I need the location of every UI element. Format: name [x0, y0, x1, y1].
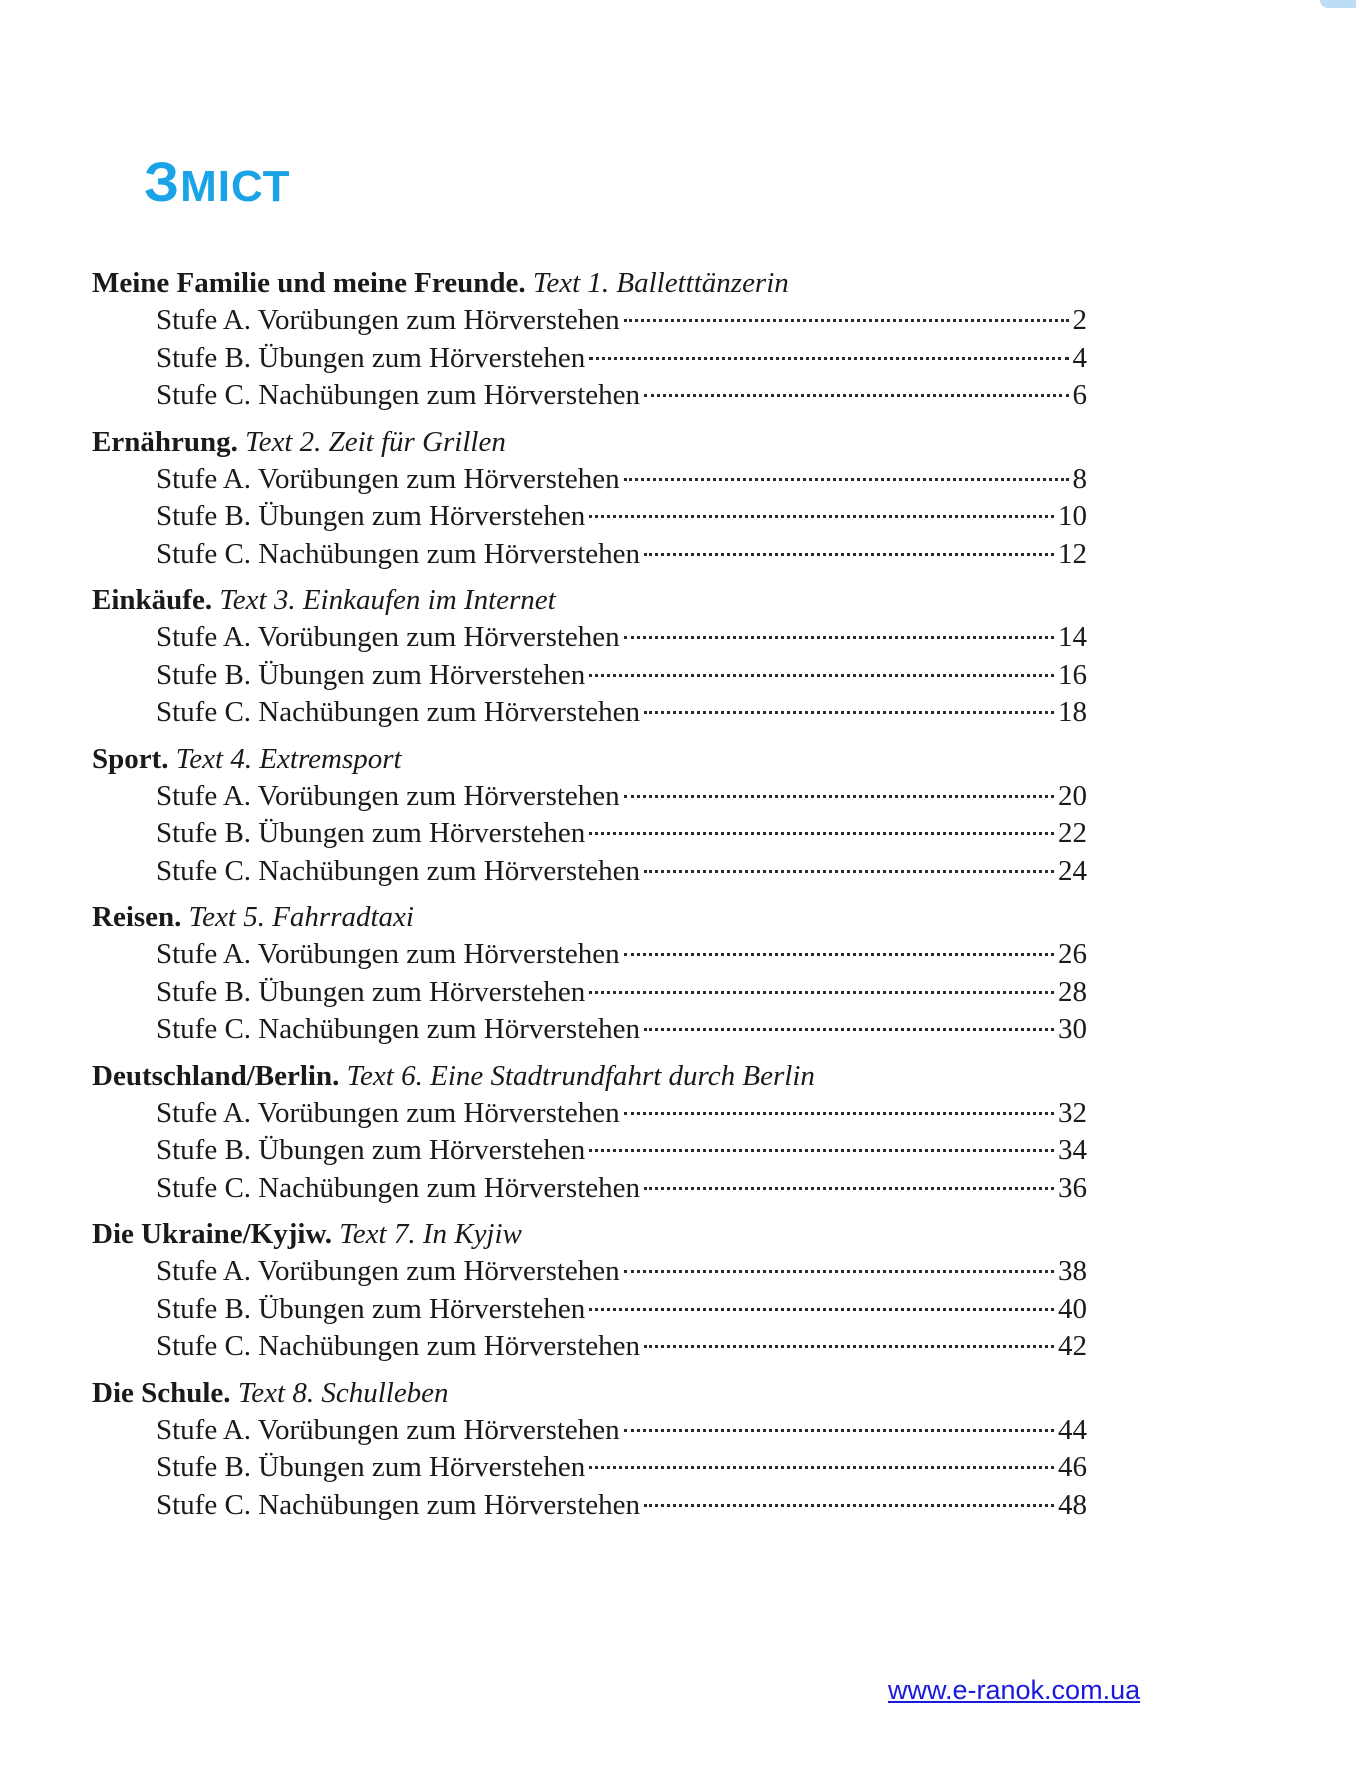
- toc-entry-label: Stufe A. Vorübungen zum Hörverstehen: [156, 1255, 620, 1287]
- dot-leader: [624, 953, 1054, 956]
- toc-entry-label: Stufe B. Übungen zum Hörverstehen: [156, 500, 586, 532]
- dot-leader: [589, 1308, 1054, 1311]
- toc-entry-label: Stufe B. Übungen zum Hörverstehen: [156, 817, 586, 849]
- toc-chapter: [92, 740, 1087, 891]
- toc-page-number: 16: [1058, 658, 1087, 691]
- toc-entry[interactable]: [156, 815, 1087, 853]
- dot-leader: [624, 319, 1069, 322]
- toc-entry[interactable]: [156, 1291, 1087, 1329]
- toc-entry-label: Stufe A. Vorübungen zum Hörverstehen: [156, 1413, 620, 1446]
- toc-entry[interactable]: [156, 1011, 1087, 1049]
- toc-chapter: [92, 264, 1087, 415]
- dot-leader: [589, 674, 1054, 677]
- chapter-name: Ernährung.: [92, 425, 238, 458]
- toc-page-number: 48: [1058, 1488, 1087, 1521]
- toc-page-number: 44: [1058, 1413, 1087, 1446]
- dot-leader: [624, 795, 1054, 798]
- toc-entry-label: Stufe B. Übungen zum Hörverstehen: [156, 658, 586, 691]
- chapter-text-title: Text 5. Fahrradtaxi: [188, 901, 414, 933]
- toc-entry-label: Stufe B. Übungen zum Hörverstehen: [156, 975, 586, 1008]
- toc-entry[interactable]: [156, 853, 1087, 891]
- toc-entry-label: Stufe A. Vorübungen zum Hörverstehen: [156, 1096, 620, 1129]
- chapter-heading[interactable]: [92, 581, 1087, 619]
- toc-entry[interactable]: [156, 619, 1087, 657]
- toc-page-number: 36: [1058, 1171, 1087, 1204]
- toc-entry-label: Stufe A. Vorübungen zum Hörverstehen: [156, 621, 620, 653]
- dot-leader: [644, 394, 1068, 397]
- dot-leader: [589, 515, 1054, 518]
- toc-page-number: 24: [1058, 854, 1087, 887]
- toc-page-number: 30: [1058, 1013, 1087, 1045]
- toc-entry[interactable]: [156, 1253, 1087, 1291]
- page-title-initial: З: [144, 150, 181, 213]
- toc-entry-label: Stufe C. Nachübungen zum Hörverstehen: [156, 1013, 641, 1045]
- toc-entry-label: Stufe A. Vorübungen zum Hörverstehen: [156, 938, 620, 970]
- toc-entry-label: Stufe B. Übungen zum Hörverstehen: [156, 1451, 586, 1483]
- chapter-text-title: Text 7. In Kyjiw: [339, 1218, 522, 1250]
- toc-page-number: 12: [1058, 537, 1087, 570]
- toc-entry[interactable]: [156, 536, 1087, 574]
- toc-page-number: 18: [1058, 696, 1087, 728]
- chapter-name: Einkäufe.: [92, 584, 213, 616]
- toc-entry[interactable]: [156, 974, 1087, 1012]
- dot-leader: [644, 711, 1054, 714]
- dot-leader: [624, 636, 1054, 639]
- toc-page-number: 20: [1058, 779, 1087, 812]
- chapter-heading[interactable]: [92, 1374, 1087, 1412]
- dot-leader: [589, 357, 1068, 360]
- toc-page-number: 28: [1058, 975, 1087, 1008]
- toc-entry[interactable]: [156, 694, 1087, 732]
- toc-entry[interactable]: [156, 657, 1087, 695]
- dot-leader: [589, 991, 1054, 994]
- toc-page-number: 8: [1072, 462, 1087, 495]
- dot-leader: [624, 1429, 1054, 1432]
- page-title-rest: МІСТ: [180, 162, 291, 211]
- dot-leader: [644, 1028, 1054, 1031]
- chapter-name: Meine Familie und meine Freunde.: [92, 267, 526, 299]
- toc-page-number: 40: [1058, 1292, 1087, 1325]
- toc-entry[interactable]: [156, 377, 1087, 415]
- toc-page-number: 10: [1058, 500, 1087, 532]
- chapter-name: Deutschland/Berlin.: [92, 1059, 340, 1092]
- toc-entry-label: Stufe A. Vorübungen zum Hörverstehen: [156, 304, 620, 336]
- toc-entry[interactable]: [156, 302, 1087, 340]
- toc-page-number: 22: [1058, 817, 1087, 849]
- toc-entry[interactable]: [156, 778, 1087, 816]
- dot-leader: [624, 1112, 1054, 1115]
- toc-entry[interactable]: [156, 1412, 1087, 1450]
- toc-entry[interactable]: [156, 1132, 1087, 1170]
- toc-entry-label: Stufe B. Übungen zum Hörverstehen: [156, 1292, 586, 1325]
- chapter-text-title: Text 3. Einkaufen im Internet: [219, 584, 556, 616]
- toc-entry[interactable]: [156, 1449, 1087, 1487]
- chapter-heading[interactable]: [92, 1057, 1087, 1095]
- toc-entry-label: Stufe C. Nachübungen zum Hörverstehen: [156, 854, 641, 887]
- toc-entry[interactable]: [156, 936, 1087, 974]
- toc-entry[interactable]: [156, 498, 1087, 536]
- toc-chapter: [92, 423, 1087, 574]
- dot-leader: [644, 1504, 1054, 1507]
- dot-leader: [589, 832, 1054, 835]
- chapter-heading[interactable]: [92, 740, 1087, 778]
- chapter-name: Reisen.: [92, 901, 182, 933]
- dot-leader: [589, 1466, 1054, 1469]
- toc-entry-label: Stufe B. Übungen zum Hörverstehen: [156, 341, 586, 374]
- toc-page-number: 14: [1058, 621, 1087, 653]
- chapter-heading[interactable]: [92, 264, 1087, 302]
- toc-entry-label: Stufe A. Vorübungen zum Hörverstehen: [156, 462, 620, 495]
- toc-entry[interactable]: [156, 461, 1087, 499]
- dot-leader: [589, 1149, 1054, 1152]
- chapter-text-title: Text 1. Balletttänzerin: [532, 267, 789, 299]
- toc-page-number: 2: [1072, 304, 1087, 336]
- toc-entry-label: Stufe C. Nachübungen zum Hörverstehen: [156, 1488, 641, 1521]
- chapter-text-title: Text 6. Eine Stadtrundfahrt durch Berlin: [346, 1059, 815, 1092]
- toc-page-number: 6: [1072, 379, 1087, 411]
- dot-leader: [624, 1270, 1054, 1273]
- website-link[interactable]: www.e-ranok.com.ua: [888, 1675, 1141, 1705]
- corner-mark: [1320, 0, 1356, 8]
- page-title: [144, 148, 291, 221]
- chapter-text-title: Text 4. Extremsport: [175, 742, 402, 775]
- toc-entry[interactable]: [156, 340, 1087, 378]
- toc-entry-label: Stufe C. Nachübungen zum Hörverstehen: [156, 537, 641, 570]
- toc-entry-label: Stufe B. Übungen zum Hörverstehen: [156, 1134, 586, 1166]
- toc-entry-label: Stufe A. Vorübungen zum Hörverstehen: [156, 779, 620, 812]
- toc-chapter: [92, 1215, 1087, 1366]
- dot-leader: [644, 553, 1054, 556]
- toc-page-number: 42: [1058, 1330, 1087, 1362]
- toc-entry[interactable]: [156, 1095, 1087, 1133]
- dot-leader: [644, 1187, 1054, 1190]
- toc-chapter: [92, 581, 1087, 732]
- dot-leader: [644, 1345, 1054, 1348]
- toc-entry[interactable]: [156, 1328, 1087, 1366]
- toc-chapter: [92, 1374, 1087, 1525]
- chapter-heading[interactable]: [92, 423, 1087, 461]
- toc-entry-label: Stufe C. Nachübungen zum Hörverstehen: [156, 379, 641, 411]
- chapter-heading[interactable]: [92, 898, 1087, 936]
- toc-entry[interactable]: [156, 1487, 1087, 1525]
- chapter-text-title: Text 8. Schulleben: [237, 1376, 449, 1409]
- table-of-contents: [92, 264, 1087, 1524]
- toc-chapter: [92, 1057, 1087, 1208]
- toc-page-number: 4: [1072, 341, 1087, 374]
- dot-leader: [644, 870, 1054, 873]
- toc-page-number: 34: [1058, 1134, 1087, 1166]
- toc-entry-label: Stufe C. Nachübungen zum Hörverstehen: [156, 1171, 641, 1204]
- toc-page-number: 26: [1058, 938, 1087, 970]
- dot-leader: [624, 478, 1069, 481]
- chapter-name: Sport.: [92, 742, 169, 775]
- toc-page-number: 46: [1058, 1451, 1087, 1483]
- chapter-heading[interactable]: [92, 1215, 1087, 1253]
- toc-entry-label: Stufe C. Nachübungen zum Hörverstehen: [156, 1330, 641, 1362]
- toc-page-number: 38: [1058, 1255, 1087, 1287]
- toc-chapter: [92, 898, 1087, 1049]
- toc-entry-label: Stufe C. Nachübungen zum Hörverstehen: [156, 696, 641, 728]
- toc-entry[interactable]: [156, 1170, 1087, 1208]
- chapter-text-title: Text 2. Zeit für Grillen: [245, 425, 506, 458]
- toc-page-number: 32: [1058, 1096, 1087, 1129]
- chapter-name: Die Schule.: [92, 1376, 231, 1409]
- chapter-name: Die Ukraine/Kyjiw.: [92, 1218, 333, 1250]
